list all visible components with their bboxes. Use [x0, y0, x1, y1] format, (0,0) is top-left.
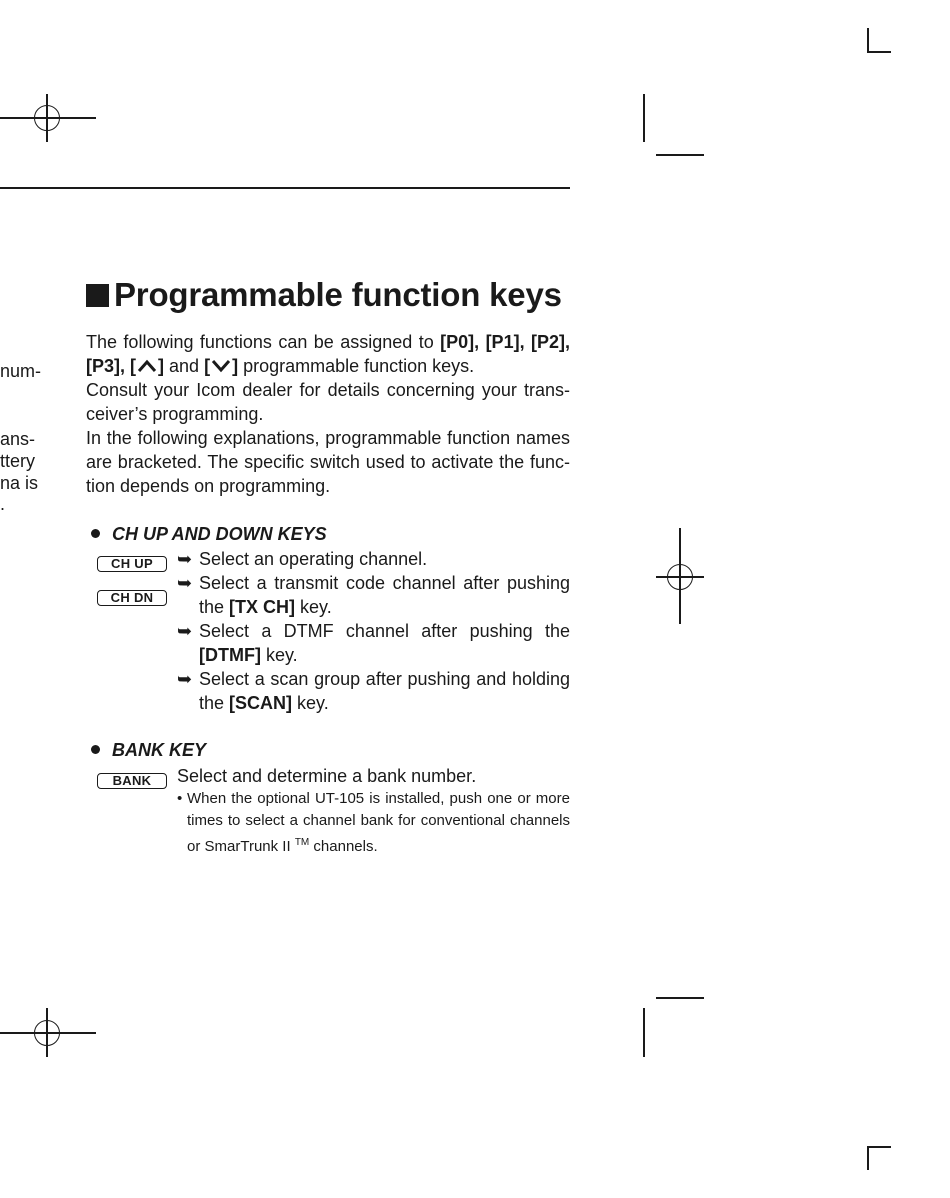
arrow-right-icon: ➥: [177, 549, 193, 569]
crop-mark: [643, 94, 645, 142]
crop-mark: [643, 1008, 645, 1057]
intro-paragraph-3: In the following explanations, programmable function names are bracketed. The specific switch used to activate the func-tion depends on programming.: [86, 428, 570, 496]
intro-paragraph-2: Consult your Icom dealer for details concerning your trans-ceiver’s programming.: [86, 380, 570, 424]
registration-circle: [34, 105, 60, 131]
arrow-right-icon: ➥: [177, 621, 193, 641]
bank-key-heading: BANK KEY: [91, 740, 206, 761]
bullet-icon: [91, 529, 100, 538]
step-item: ➥ Select an operating channel.: [177, 549, 428, 569]
chevron-up-icon: [136, 359, 158, 373]
bullet-icon: [91, 745, 100, 754]
cut-off-text: .: [0, 494, 6, 514]
crop-mark: [867, 1146, 891, 1148]
step-item: ➥ Select a DTMF channel after pushing the [DTMF] key.: [177, 621, 570, 665]
cut-off-text: na is: [0, 473, 39, 493]
intro-text: [86, 330, 570, 498]
step-item: ➥ Select a transmit code channel after pushing the [TX CH] key.: [177, 573, 570, 617]
ch-dn-key-badge: CH DN: [97, 590, 167, 606]
ch-keys-heading: CH UP AND DOWN KEYS: [91, 524, 327, 545]
crop-mark: [656, 154, 704, 156]
arrow-right-icon: ➥: [177, 669, 193, 689]
crop-mark: [867, 51, 891, 53]
chevron-down-icon: [210, 359, 232, 373]
section-title-text: Programmable function keys: [114, 276, 562, 313]
cut-off-text: ans-: [0, 429, 36, 449]
ch-keys-steps: [177, 547, 570, 715]
registration-circle: [34, 1020, 60, 1046]
square-bullet-icon: [86, 284, 109, 307]
header-rule: [0, 187, 570, 189]
arrow-right-icon: ➥: [177, 573, 193, 593]
note-bullet: •: [177, 790, 183, 807]
bank-key-note: • When the optional UT-105 is installed, push one or more times to select a channel bank for conventional channels or SmarTrunk II ™ channels.: [177, 788, 570, 858]
intro-line-2: [P3], [ ] and [ ] programmable function keys.: [86, 356, 475, 376]
crop-mark: [867, 28, 869, 52]
cut-off-text: ttery: [0, 451, 36, 471]
section-title: [86, 276, 562, 314]
registration-circle: [667, 564, 693, 590]
bank-key-badge: BANK: [97, 773, 167, 789]
cut-off-text: num-: [0, 361, 42, 381]
step-item: ➥ Select a scan group after pushing and holding the [SCAN] key.: [177, 669, 570, 713]
bank-key-description: Select and determine a bank number.: [177, 766, 477, 786]
crop-mark: [867, 1146, 869, 1170]
trademark-mark: TM: [294, 837, 310, 848]
intro-line-1: The following functions can be assigned to [P0], [P1], [P2],: [86, 332, 570, 352]
ch-up-key-badge: CH UP: [97, 556, 167, 572]
crop-mark: [656, 997, 704, 999]
